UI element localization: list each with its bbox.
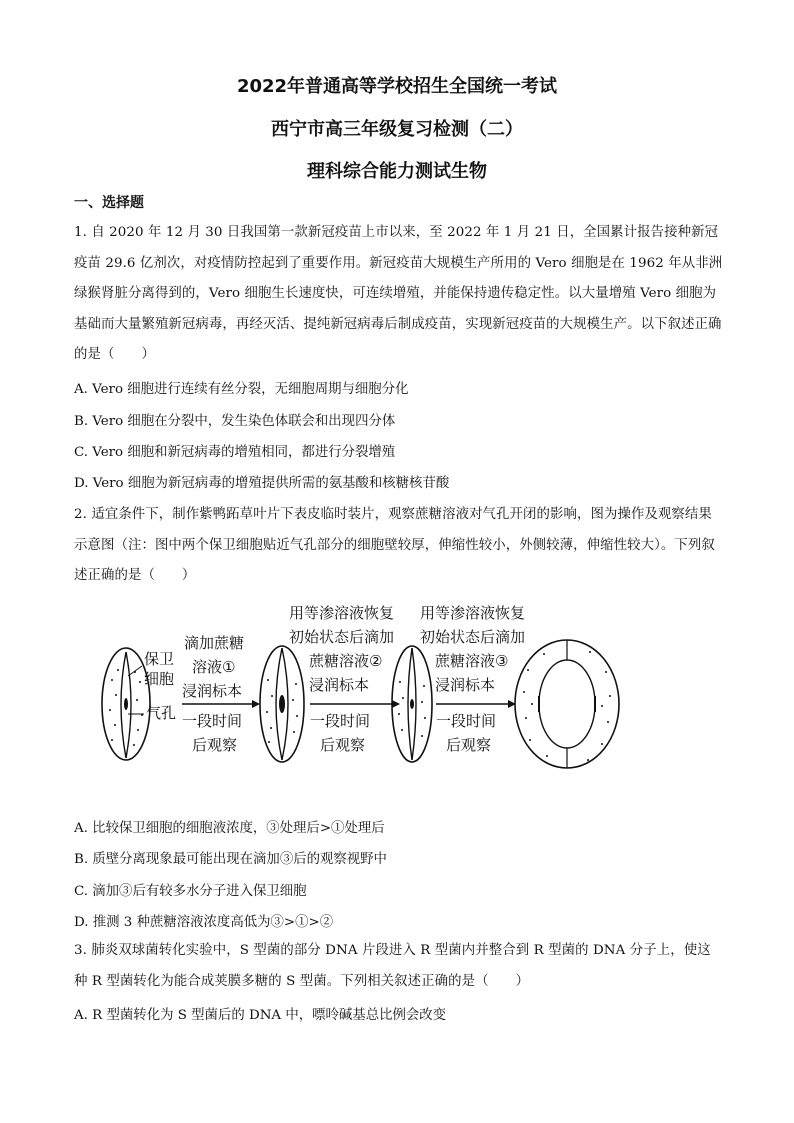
q2-option-a: A. 比较保卫细胞的细胞液浓度，③处理后>①处理后 [74,821,385,836]
step1-line4: 一段时间 [182,712,243,730]
step2-line3: 蔗糖溶液② [309,652,383,670]
label-stoma: 气孔 [146,704,177,722]
guard-cell-pointer [128,666,142,676]
step3-line4: 浸润标本 [435,676,496,694]
q1-option-c: C. Vero 细胞和新冠病毒的增殖相同，都进行分裂增殖 [74,445,396,460]
stoma-after-solution-1 [260,646,304,762]
step1-line2: 溶液① [192,658,236,676]
stomata-diagram [92,600,652,780]
step2-line6: 后观察 [320,736,366,754]
step2-line5: 一段时间 [310,712,371,730]
exam-title: 2022年普通高等学校招生全国统一考试 [236,76,558,97]
step3-line1: 用等渗溶液恢复 [420,604,526,622]
q2-option-c: C. 滴加③后有较多水分子进入保卫细胞 [74,884,307,899]
q3-stem: 3. 肺炎双球菌转化实验中，S 型菌的部分 DNA 片段进入 R 型菌内并整合到 R 型菌的 DNA 分子上，使这种 R 型菌转化为能合成荚膜多糖的 S 型菌。下列相关叙述正确的是（ ） [74,943,711,989]
paper-title: 理科综合能力测试生物 [307,161,487,182]
step1-line3: 浸润标本 [182,682,243,700]
q1-stem: 1. 自 2020 年 12 月 30 日我国第一款新冠疫苗上市以来，至 2022 年 1 月 21 日，全国累计报告接种新冠疫苗 29.6 亿剂次，对疫情防控起到了重要作用。新冠疫苗大规模生产所用的 Vero 细胞是在 1962 年从非洲绿猴肾脏分离得到的，Vero 细胞生长速度快，可连续增殖，并能保持遗传稳定性。以大量增殖 Vero 细胞为基础而大量繁殖新冠病毒，再经灭活、提纯新冠病毒后制成疫苗，实现新冠疫苗的大规模生产。以下叙述正确的是（ ） [74,225,723,362]
label-guard-cell-2: 细胞 [144,670,175,688]
step1-line5: 后观察 [192,736,238,754]
step3-line5: 一段时间 [436,712,497,730]
arrow-head-step2 [392,700,400,708]
step1-line1: 滴加蔗糖 [184,634,245,652]
step2-line1: 用等渗溶液恢复 [289,604,395,622]
q1-option-a: A. Vero 细胞进行连续有丝分裂，无细胞周期与细胞分化 [74,382,409,397]
q3-option-a: A. R 型菌转化为 S 型菌后的 DNA 中，嘌呤碱基总比例会改变 [74,1008,447,1023]
section-heading: 一、选择题 [74,195,144,211]
exam-subtitle: 西宁市高三年级复习检测（二） [271,119,523,140]
step3-line2: 初始状态后滴加 [420,628,526,646]
step3-line6: 后观察 [446,736,492,754]
stoma-initial [102,648,150,760]
step2-line4: 浸润标本 [309,676,370,694]
q1-option-d: D. Vero 细胞为新冠病毒的增殖提供所需的氨基酸和核糖核苷酸 [74,476,450,491]
label-guard-cell-1: 保卫 [144,650,175,668]
arrow-head-step1 [252,700,260,708]
stoma-after-solution-3 [515,640,619,768]
q1-option-b: B. Vero 细胞在分裂中，发生染色体联会和出现四分体 [74,414,396,429]
step2-line2: 初始状态后滴加 [289,628,395,646]
step3-line3: 蔗糖溶液③ [435,652,509,670]
q2-option-b: B. 质壁分离现象最可能出现在滴加③后的观察视野中 [74,852,387,867]
q2-stem: 2. 适宜条件下，制作紫鸭跖草叶片下表皮临时装片，观察蔗糖溶液对气孔开闭的影响，图为操作及观察结果示意图（注：图中两个保卫细胞贴近气孔部分的细胞壁较厚，伸缩性较小，外侧较薄，伸缩性较大）。下列叙述正确的是（ ） [74,507,715,583]
q2-option-d: D. 推测 3 种蔗糖溶液浓度高低为③>①>② [74,915,334,930]
